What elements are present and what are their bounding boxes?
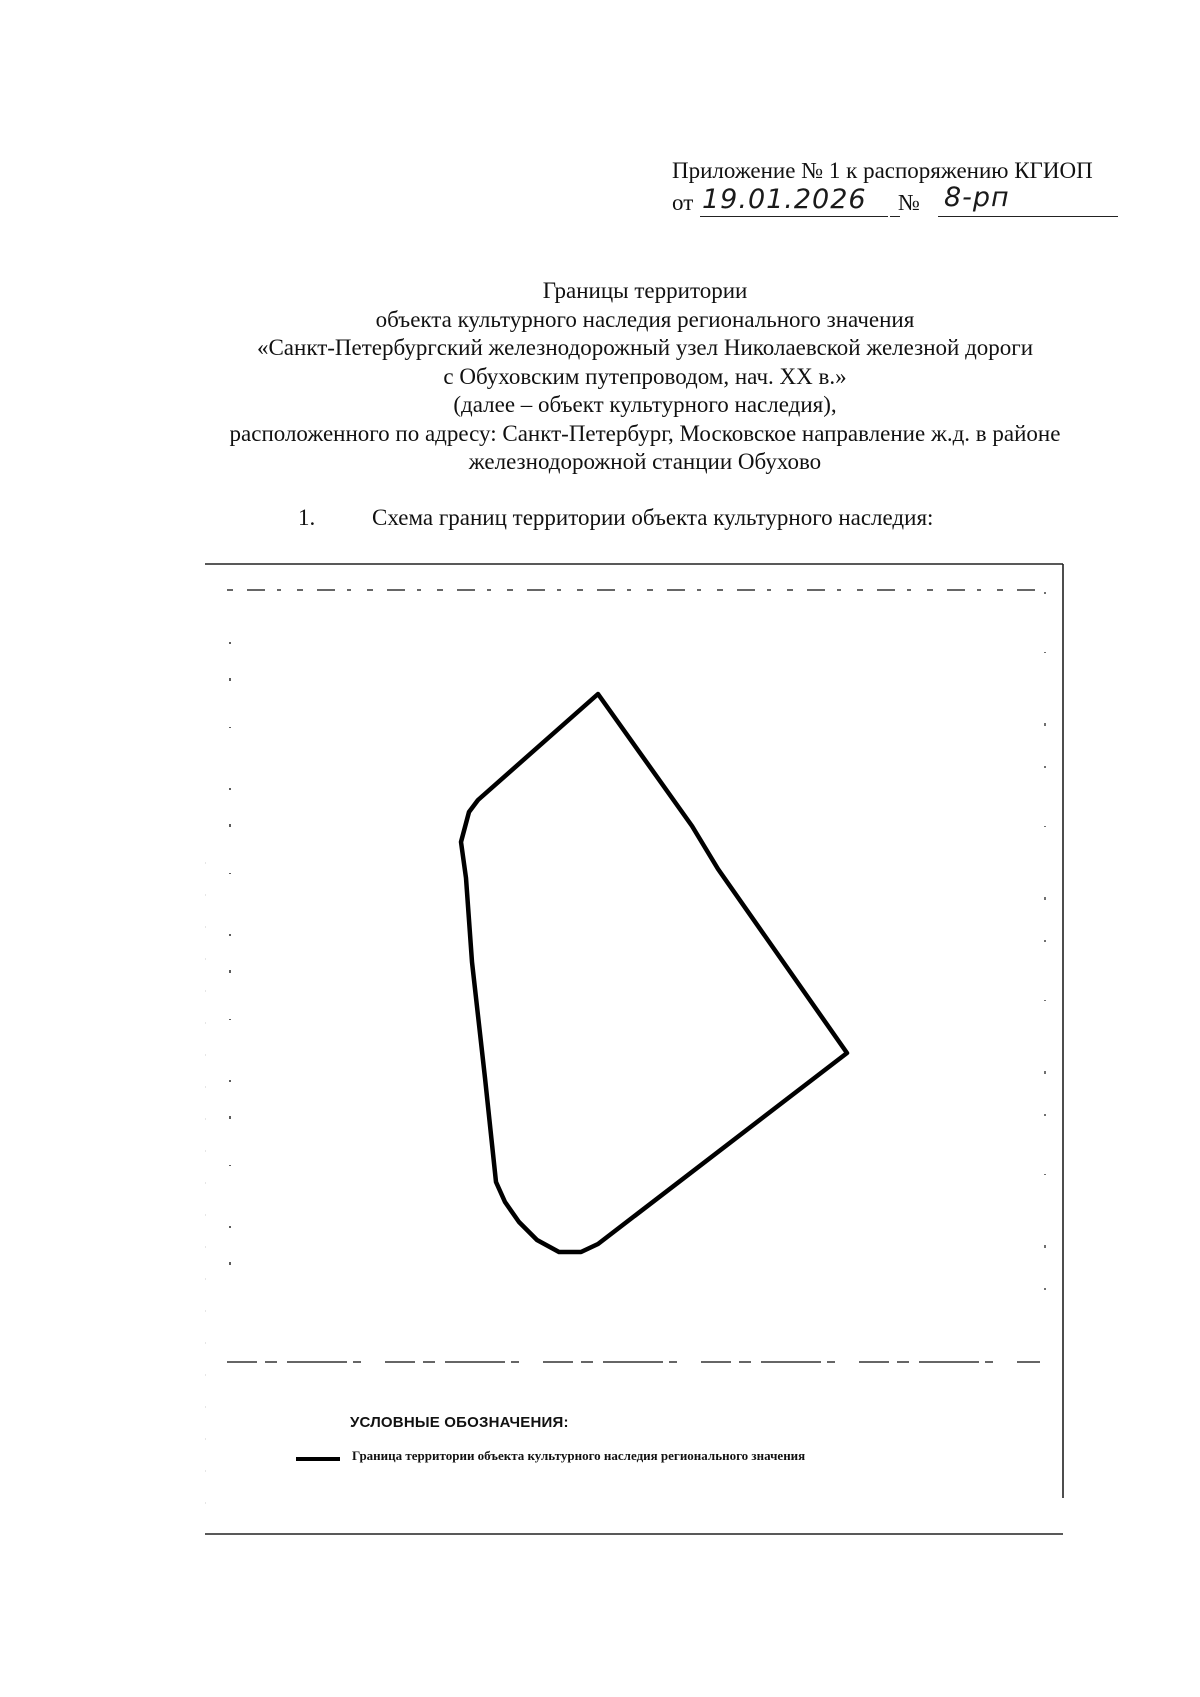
title-line: расположенного по адресу: Санкт-Петербург, Московское направление ж.д. в районе [229,420,1061,446]
map-drawing [205,562,1068,1538]
boundary-map [205,562,1068,1538]
legend-title: УСЛОВНЫЕ ОБОЗНАЧЕНИЯ: [350,1414,569,1431]
decree-number: 8-рп [944,182,1010,213]
section-heading: Схема границ территории объекта культурного наследия: [372,505,934,530]
legend-label: Граница территории объекта культурного наследия регионального значения [352,1448,806,1463]
date-underline [700,216,888,217]
title-line: (далее – объект культурного наследия), [453,392,837,417]
number-label: № [898,190,920,215]
section-number: 1. [298,505,316,530]
title-line: Границы территории [542,278,748,303]
title-line: железнодорожной станции Обухово [468,449,822,474]
title-line: объекта культурного наследия регионального значения [375,306,915,332]
title-line: «Санкт-Петербургский железнодорожный узел Николаевской железной дороги [256,335,1034,360]
appendix-reference: Приложение № 1 к распоряжению КГИОП [672,158,1093,183]
document-title [150,277,1140,477]
date-prefix: от [672,190,694,215]
territory-boundary [461,694,847,1252]
decree-date-number [672,182,1122,222]
decree-date: 19.01.2026 [702,184,867,215]
title-line: с Обуховским путепроводом, нач. XX в.» [443,363,847,389]
legend-line-swatch [296,1457,340,1461]
number-underline [938,216,1118,217]
separator-underline [890,216,900,217]
